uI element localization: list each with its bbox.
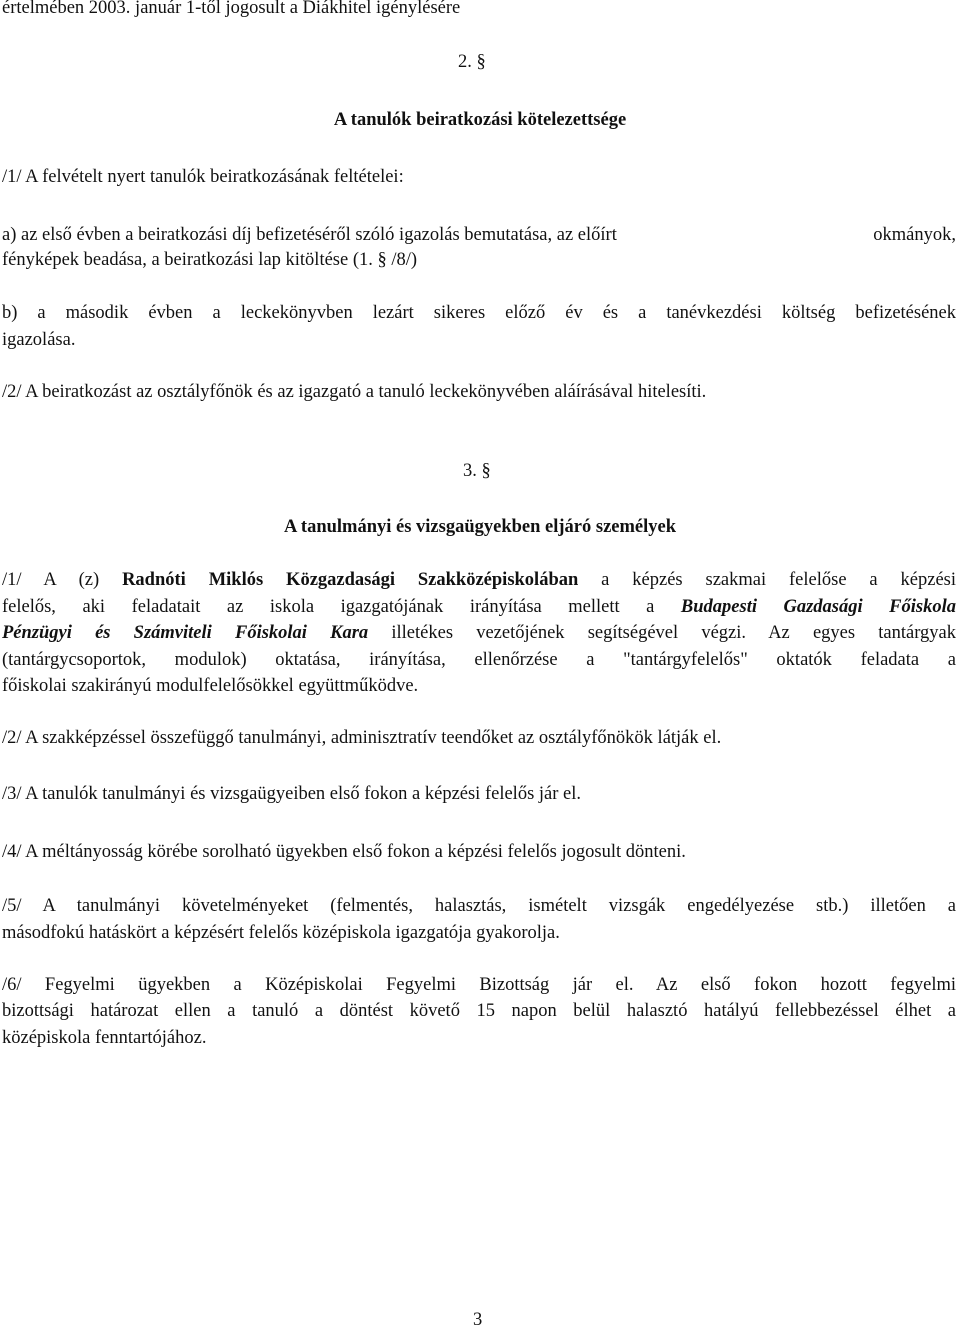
page-number: 3 xyxy=(473,1310,483,1330)
section-3-p3: /3/ A tanulók tanulmányi és vizsgaügyeiben első fokon a képzési felelős jár el. xyxy=(2,784,582,804)
section-3-number: 3. § xyxy=(463,461,491,481)
section-3-p1-line1: /1/ A (z) Radnóti Miklós Közgazdasági Szakközépiskolában a képzés szakmai felelőse a képzési xyxy=(2,570,956,590)
section-2-b-line2: igazolása. xyxy=(2,330,76,350)
section-3-p6-line1: /6/ Fegyelmi ügyekben a Középiskolai Fegyelmi Bizottság jár el. Az első fokon hozott fegyelmi xyxy=(2,975,956,995)
top-line: értelmében 2003. január 1-től jogosult a Diákhitel igénylésére xyxy=(2,0,461,18)
section-2-a-line1: a) az első évben a beiratkozási díj befizetéséről szóló igazolás bemutatása, az előírt xyxy=(2,225,617,245)
section-3-p5-line1: /5/ A tanulmányi követelményeket (felmentés, halasztás, ismételt vizsgák engedélyezése stb.) illetően a xyxy=(2,896,956,916)
section-2-title: A tanulók beiratkozási kötelezettsége xyxy=(333,110,627,130)
section-2-a-line2: fényképek beadása, a beiratkozási lap kitöltése (1. § /8/) xyxy=(2,250,418,270)
section-3-p1-line2: felelős, aki feladatait az iskola igazgatójának irányítása mellett a Budapesti Gazdasági Főiskola xyxy=(2,597,956,617)
section-2-number: 2. § xyxy=(458,52,486,72)
section-3-p5-line2: másodfokú hatáskört a képzésért felelős középiskola igazgatója gyakorolja. xyxy=(2,923,560,943)
section-3-p1-line4: (tantárgycsoportok, modulok) oktatása, irányítása, ellenőrzése a "tantárgyfelelős" oktatók feladata a xyxy=(2,650,956,670)
section-3-p6-line2: bizottsági határozat ellen a tanuló a döntést követő 15 napon belül halasztó hatályú fellebbezéssel élhet a xyxy=(2,1001,956,1021)
section-2-a-line1-right: okmányok, xyxy=(873,225,956,245)
section-2-p1-intro: /1/ A felvételt nyert tanulók beiratkozásának feltételei: xyxy=(2,167,404,187)
section-3-title: A tanulmányi és vizsgaügyekben eljáró személyek xyxy=(283,517,677,537)
section-3-p4: /4/ A méltányosság körébe sorolható ügyekben első fokon a képzési felelős jogosult dönteni. xyxy=(2,842,686,862)
section-2-p2: /2/ A beiratkozást az osztályfőnök és az igazgató a tanuló leckekönyvében aláírásával hitelesíti. xyxy=(2,382,707,402)
section-3-p6-line3: középiskola fenntartójához. xyxy=(2,1028,207,1048)
section-3-p2: /2/ A szakképzéssel összefüggő tanulmányi, adminisztratív teendőket az osztályfőnökök látják el. xyxy=(2,728,722,748)
section-3-p1-line5: főiskolai szakirányú modulfelelősökkel együttműködve. xyxy=(2,676,419,696)
section-2-b-line1: b) a második évben a leckekönyvben lezárt sikeres előző év és a tanévkezdési költség befizetésének xyxy=(2,303,957,323)
section-3-p1-line3: Pénzügyi és Számviteli Főiskolai Kara illetékes vezetőjének segítségével végzi. Az egyes tantárgyak xyxy=(2,623,956,643)
